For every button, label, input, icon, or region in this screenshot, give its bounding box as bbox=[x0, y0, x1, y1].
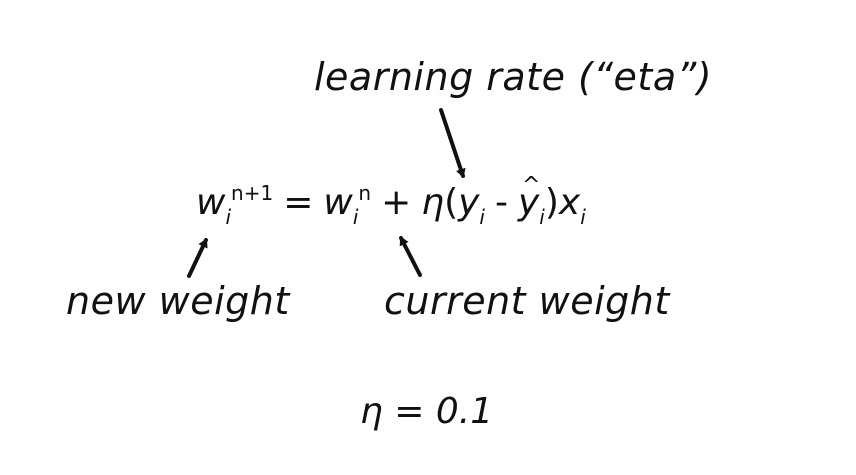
equals-sign: = bbox=[283, 182, 314, 223]
y-hat-subscript: i bbox=[539, 205, 545, 229]
arrow-to-new-weight bbox=[189, 240, 206, 276]
minus-sign: - bbox=[494, 182, 508, 223]
w-current-superscript: n bbox=[358, 181, 372, 205]
y-symbol: y bbox=[458, 182, 480, 223]
learning-rate-label: learning rate (“eta”) bbox=[314, 55, 713, 99]
eta-value: η = 0.1 bbox=[360, 391, 494, 432]
open-paren: ( bbox=[444, 182, 459, 223]
current-weight-label: current weight bbox=[384, 279, 670, 323]
close-paren: ) bbox=[544, 182, 559, 223]
eta-symbol: η bbox=[421, 182, 445, 223]
new-weight-label: new weight bbox=[66, 279, 290, 323]
x-subscript: i bbox=[580, 205, 586, 229]
arrow-to-current-weight bbox=[401, 238, 420, 275]
w-new-subscript: i bbox=[225, 205, 232, 229]
arrow-to-eta bbox=[441, 110, 463, 176]
x-symbol: x bbox=[558, 182, 581, 223]
y-subscript: i bbox=[479, 205, 485, 229]
w-new-superscript: n+1 bbox=[231, 181, 274, 205]
w-new-symbol: w bbox=[196, 182, 226, 223]
w-current-subscript: i bbox=[352, 205, 359, 229]
w-current-symbol: w bbox=[323, 182, 353, 223]
y-hat-symbol: ^ y bbox=[518, 185, 539, 221]
plus-sign: + bbox=[381, 182, 412, 223]
